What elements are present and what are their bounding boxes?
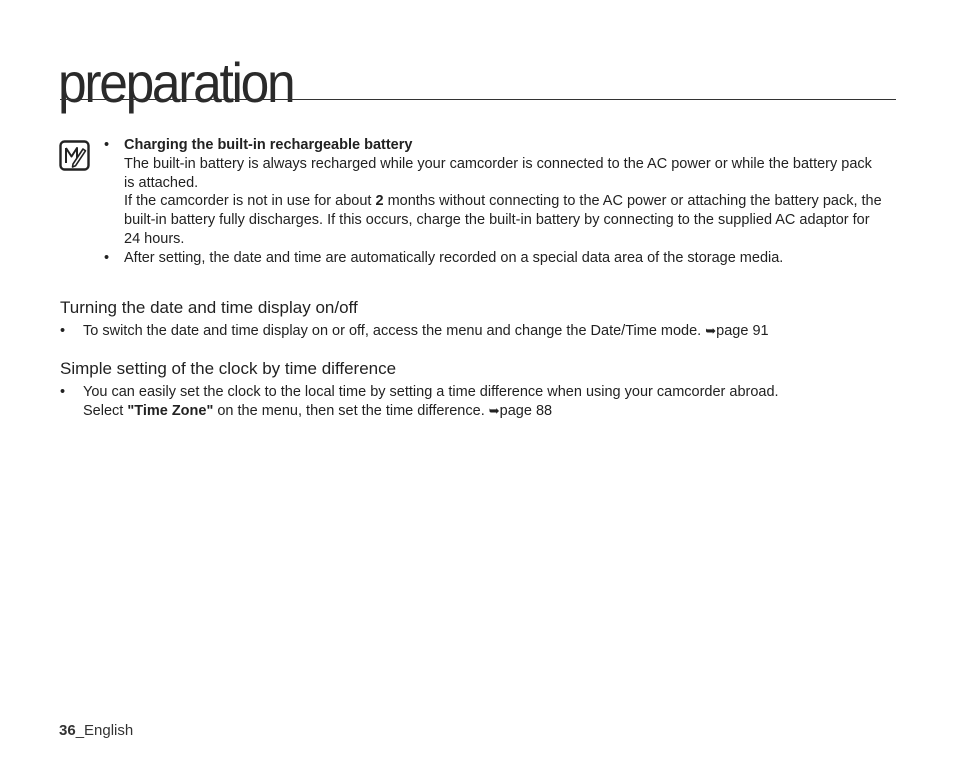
bullet-dot: • [60, 384, 66, 400]
list-item [60, 322, 880, 341]
note-bullet-charging [104, 136, 884, 249]
bullet-dot: • [60, 323, 66, 339]
page-ref-link[interactable]: page 91 [716, 323, 769, 339]
section-body-date-display [60, 322, 880, 341]
page-ref-arrow-icon: ➥ [705, 323, 717, 338]
time-zone-instruction [83, 402, 880, 421]
section-heading-date-display: Turning the date and time display on/off [60, 298, 358, 317]
note-bullet-auto-record [104, 249, 884, 268]
footer-language: _English [75, 722, 134, 739]
note-text-discharge [124, 192, 884, 248]
note-text-auto-record: After setting, the date and time are automatically recorded on a special data area of the storage media. [124, 249, 784, 266]
list-item [60, 383, 880, 420]
instruction-part: Select [83, 402, 128, 419]
note-text-part: If the camcorder is not in use for about [124, 193, 376, 210]
note-heading: Charging the built-in rechargeable battery [124, 137, 413, 153]
note-pencil-icon [59, 140, 90, 171]
time-zone-menu-label: "Time Zone" [127, 402, 214, 419]
time-difference-text: You can easily set the clock to the local time by setting a time difference when using your camcorder abroad. [83, 384, 779, 400]
bullet-dot: • [104, 249, 110, 266]
note-text-months: 2 [375, 193, 384, 210]
page-title: preparation [58, 51, 294, 114]
page-ref-link[interactable]: page 88 [499, 402, 553, 419]
note-text-recharge: The built-in battery is always recharged while your camcorder is connected to the AC power or while the battery pack is attached. [124, 155, 872, 191]
note-text-part: months without connecting to the AC power or attaching the battery pack, the built-in battery fully discharges. If this occurs, charge the built-in battery by connecting to the supplied AC adaptor for 24 hours. [124, 193, 882, 247]
page-number: 36 [59, 722, 76, 739]
instruction-part: on the menu, then set the time difference. [213, 402, 485, 419]
page-ref-arrow-icon: ➥ [488, 402, 500, 418]
section-body-time-difference [60, 383, 880, 420]
page-footer [59, 722, 133, 739]
section-heading-time-difference: Simple setting of the clock by time difference [60, 359, 397, 378]
title-rule [60, 99, 896, 100]
date-display-text: To switch the date and time display on or off, access the menu and change the Date/Time mode. [83, 323, 702, 339]
note-block [104, 136, 884, 268]
bullet-dot: • [104, 137, 110, 153]
